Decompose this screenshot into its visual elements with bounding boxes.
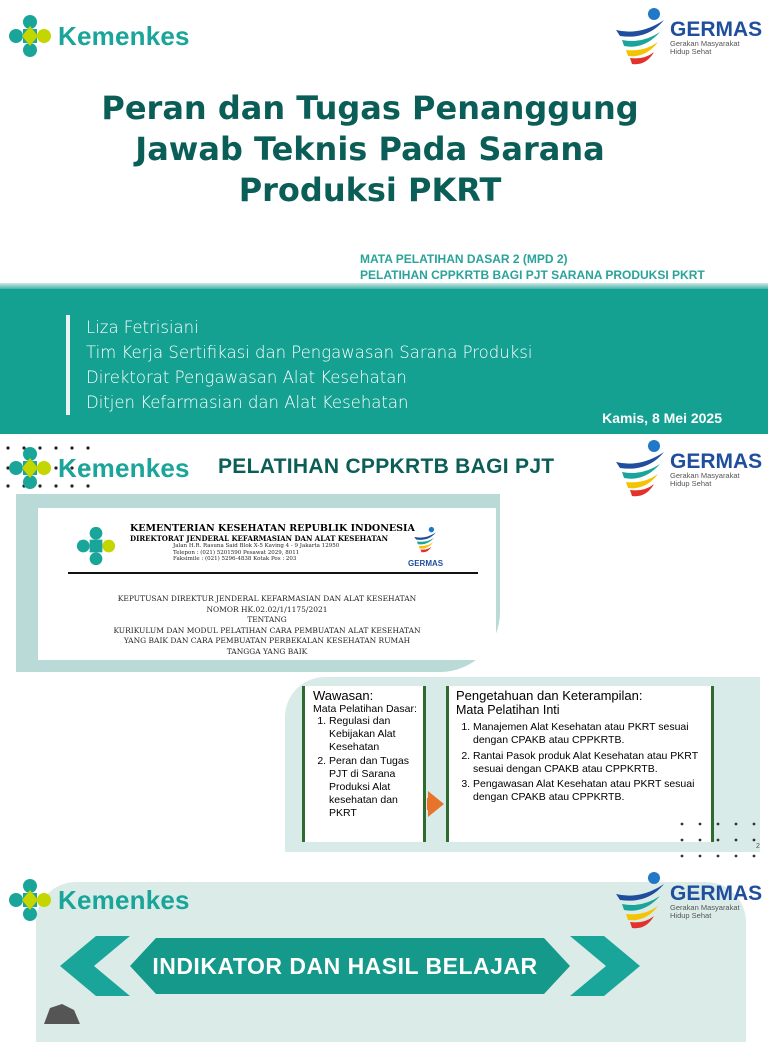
list-item: 1. Regulasi dan Kebijakan Alat Kesehatan — [329, 715, 423, 755]
kemenkes-logo — [8, 14, 190, 58]
presenter-ditjen: Ditjen Kefarmasian dan Alat Kesehatan — [86, 393, 409, 412]
dot-pattern-decoration — [676, 820, 766, 860]
decree-line: TENTANG — [247, 615, 287, 624]
course-info — [360, 251, 705, 283]
decree-line: KEPUTUSAN DIREKTUR JENDERAL KEFARMASIAN DAN ALAT KESEHATAN — [117, 594, 417, 603]
pengetahuan-column — [446, 686, 714, 842]
germas-tagline-2: Hidup Sehat — [670, 910, 712, 920]
kemenkes-wordmark: Kemenkes — [58, 452, 190, 483]
kemenkes-wordmark: Kemenkes — [58, 884, 190, 915]
kemenkes-wordmark: Kemenkes — [58, 20, 190, 51]
germas-figure-icon — [614, 870, 670, 932]
banner-title: INDIKATOR DAN HASIL BELAJAR — [152, 952, 538, 979]
list-item: 1. Manajemen Alat Kesehatan atau PKRT sesuai dengan CPAKB atau CPPKRTB. — [473, 721, 711, 748]
wawasan-list — [305, 715, 423, 821]
pengetahuan-heading: Pengetahuan dan Keterampilan: — [456, 688, 643, 703]
kemenkes-logo-icon — [8, 14, 52, 58]
document-header — [130, 524, 415, 544]
slide-title — [60, 88, 680, 211]
fax-line: Faksimile : (021) 5296-4838 Kotak Pos : 203 — [173, 556, 297, 562]
germas-tagline-2: Hidup Sehat — [670, 478, 712, 488]
doc-germas-wordmark: GERMAS — [408, 559, 444, 568]
ministry-name: KEMENTERIAN KESEHATAN REPUBLIK INDONESIA — [130, 523, 415, 534]
kemenkes-logo — [8, 878, 190, 922]
decree-line: TANGGA YANG BAIK — [226, 646, 308, 656]
slide-1 — [0, 0, 768, 434]
germas-tagline-1: Gerakan Masyarakat — [670, 902, 740, 912]
germas-tagline-2: Hidup Sehat — [670, 46, 712, 56]
kemenkes-emblem-icon — [70, 526, 122, 566]
right-arrow-icon — [428, 791, 444, 817]
germas-figure-icon — [411, 526, 441, 554]
title-line: Produksi PKRT — [238, 171, 502, 209]
decree-line: YANG BAIK DAN CARA PEMBUATAN PERBEKALAN KESEHATAN RUMAH — [123, 636, 411, 645]
wawasan-column — [302, 686, 426, 842]
kemenkes-logo-icon — [8, 446, 52, 490]
wawasan-heading: Wawasan: — [313, 688, 374, 703]
course-line-2: PELATIHAN CPPKRTB BAGI PJT SARANA PRODUKSI PKRT — [360, 268, 705, 282]
list-item: 3. Pengawasan Alat Kesehatan atau PKRT sesuai dengan CPAKB atau CPPKRTB. — [473, 778, 711, 805]
decree-document — [38, 508, 496, 660]
address-line: Jalan H.R. Rasuna Said Blok X-5 Kaving 4 - 9 Jakarta 12950 — [173, 543, 340, 549]
germas-wordmark: GERMAS — [670, 881, 763, 905]
decree-number: NOMOR HK.02.02/1/1175/2021 — [206, 604, 328, 614]
germas-logo — [614, 438, 762, 500]
list-item: 2. Rantai Pasok produk Alat Kesehatan atau PKRT sesuai dengan CPAKB atau CPPKRTB. — [473, 750, 711, 777]
presenter-directorate: Direktorat Pengawasan Alat Kesehatan — [86, 368, 407, 387]
slide-2-title: PELATIHAN CPPKRTB BAGI PJT — [218, 455, 555, 478]
pengetahuan-list — [449, 721, 711, 805]
decree-text — [38, 594, 496, 657]
presenter-info — [66, 315, 532, 415]
page-number: 2 — [756, 843, 760, 850]
kemenkes-logo-icon — [8, 878, 52, 922]
letterhead-rule — [68, 572, 478, 574]
document-address — [173, 543, 339, 563]
germas-wordmark: GERMAS — [670, 17, 763, 41]
germas-wordmark: GERMAS — [670, 449, 763, 473]
title-line: Peran dan Tugas Penanggung — [101, 89, 639, 127]
wawasan-subheading: Mata Pelatihan Dasar: — [313, 703, 417, 715]
germas-tagline-1: Gerakan Masyarakat — [670, 38, 740, 48]
phone-line: Telepon : (021) 5201590 Pesawat 2029, 8011 — [173, 549, 300, 556]
list-item: 2. Peran dan Tugas PJT di Sarana Produksi Alat kesehatan dan PKRT — [329, 755, 423, 821]
germas-logo — [614, 6, 762, 68]
presenter-team: Tim Kerja Sertifikasi dan Pengawasan Sarana Produksi — [86, 343, 533, 362]
hand-pointer-icon — [40, 1002, 84, 1024]
decree-line: KURIKULUM DAN MODUL PELATIHAN CARA PEMBUATAN ALAT KESEHATAN — [113, 625, 421, 635]
germas-logo — [614, 870, 762, 932]
germas-figure-icon — [614, 438, 670, 500]
presentation-date: Kamis, 8 Mei 2025 — [602, 410, 722, 426]
germas-tagline-1: Gerakan Masyarakat — [670, 470, 740, 480]
pengetahuan-subheading: Mata Pelatihan Inti — [456, 703, 560, 717]
doc-germas-logo — [408, 526, 443, 568]
directorate-name: DIREKTORAT JENDERAL KEFARMASIAN DAN ALAT KESEHATAN — [130, 534, 388, 543]
course-line-1: MATA PELATIHAN DASAR 2 (MPD 2) — [360, 252, 568, 266]
title-line: Jawab Teknis Pada Sarana — [135, 130, 605, 168]
germas-figure-icon — [614, 6, 670, 68]
kemenkes-logo — [8, 446, 190, 490]
presenter-name: Liza Fetrisiani — [86, 318, 199, 337]
